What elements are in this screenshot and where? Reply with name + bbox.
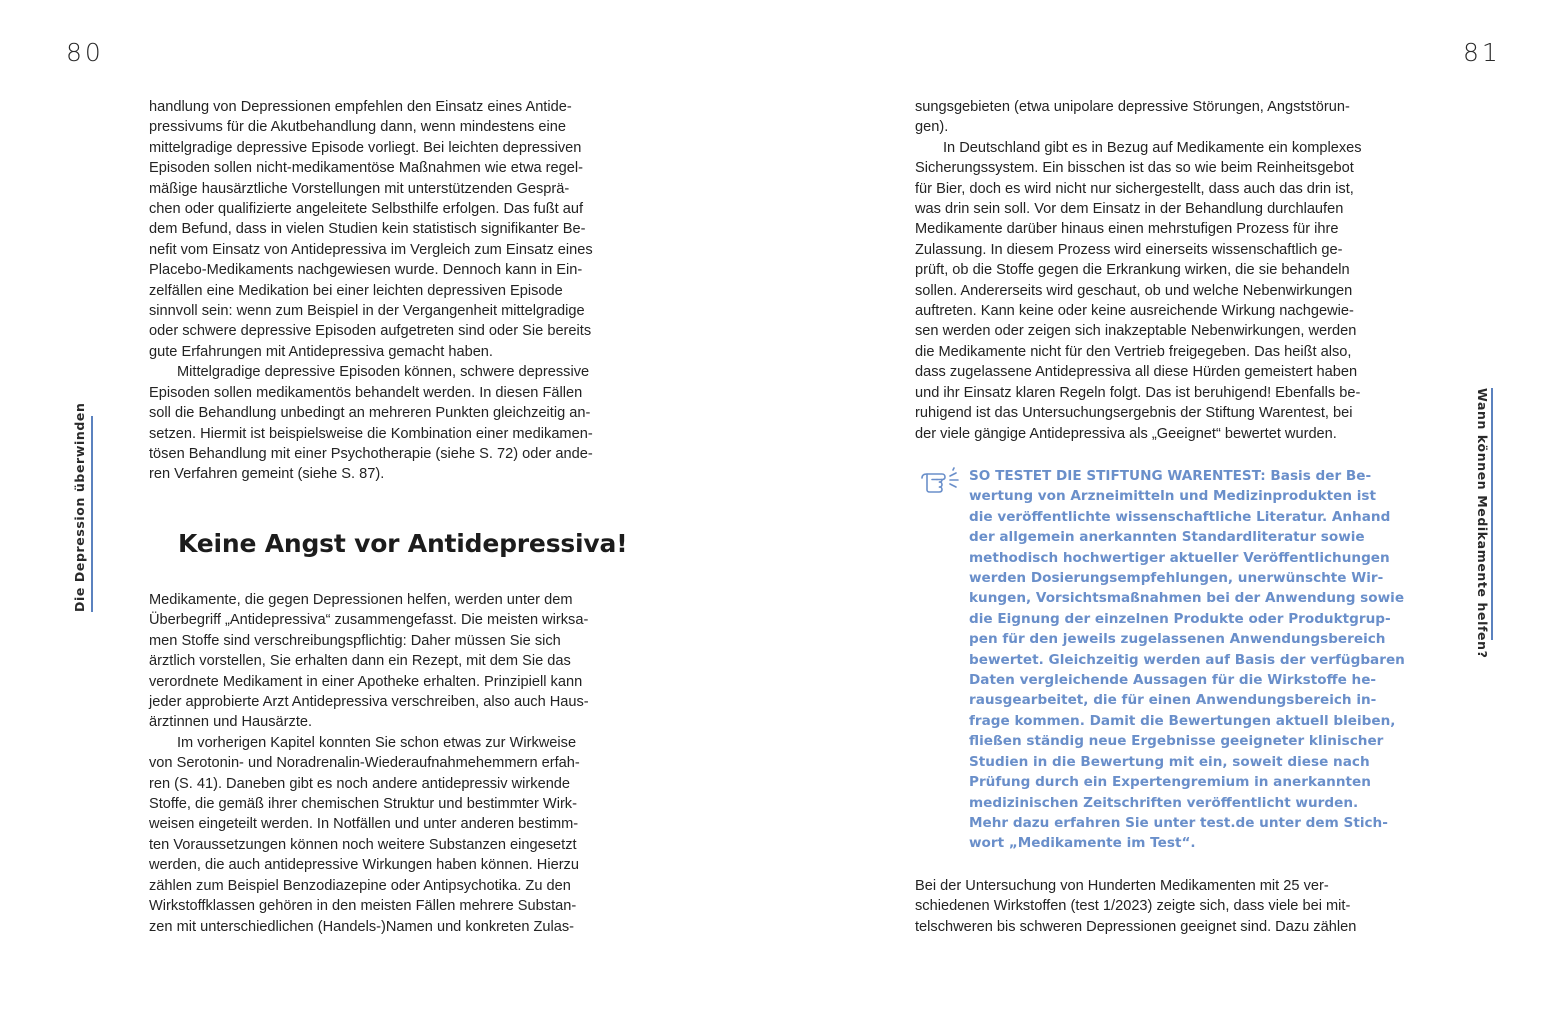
text-line: ren (S. 41). Daneben gibt es noch andere antidepressiv wirkende — [149, 775, 571, 792]
text-line: methodisch hochwertiger aktueller Veröffentlichungen — [969, 549, 1390, 566]
text-line: Mittelgradige depressive Episoden können, schwere depressive — [177, 364, 590, 381]
text-line: schiedenen Wirkstoffen (test 1/2023) zeigte sich, dass viele bei mit- — [915, 898, 1351, 915]
text-line: prüft, ob die Stoffe gegen die Erkrankung wirken, die sie behandeln — [915, 262, 1350, 279]
text-line: sungsgebieten (etwa unipolare depressive Störungen, Angststörun- — [915, 99, 1350, 115]
text-line: mäßige hausärztliche Vorstellungen mit unterstützenden Gesprä- — [149, 180, 570, 197]
text-line: rausgearbeitet, die für einen Anwendungsbereich in- — [969, 692, 1377, 709]
text-line: ten Voraussetzungen können noch weitere Substanzen eingesetzt — [149, 836, 577, 853]
text-line: zelfällen eine Medikation bei einer leichten depressiven Episode — [149, 282, 563, 299]
text-line: nefit vom Einsatz von Antidepressiva im Vergleich zum Einsatz eines — [149, 241, 593, 258]
text-line: und ihr Einsatz klaren Regeln folgt. Das ist beruhigend! Ebenfalls be- — [915, 384, 1361, 401]
pointing-hand-icon — [920, 466, 964, 496]
text-line: Daten vergleichende Aussagen für die Wirkstoffe he- — [969, 672, 1377, 689]
text-line: die Medikamente nicht für den Vertrieb freigegeben. Das heißt also, — [915, 343, 1352, 360]
text-line: Medikamente, die gegen Depressionen helfen, werden unter dem — [149, 592, 573, 608]
text-line: sinnvoll sein: wenn zum Beispiel in der Vergangenheit mittelgradige — [149, 303, 585, 320]
text-line: dem Befund, dass in vielen Studien kein statistisch signifikanter Be- — [149, 221, 586, 238]
text-line: für Bier, doch es wird nicht nur sichergestellt, dass auch das drin ist, — [915, 180, 1354, 197]
text-line: dass zugelassene Antidepressiva all diese Hürden gemeistert haben — [915, 364, 1358, 381]
page-number-left: 80 — [66, 38, 104, 67]
text-line: was drin sein soll. Vor dem Einsatz in der Behandlung durchlaufen — [915, 201, 1344, 218]
text-line: Sicherungssystem. Ein bisschen ist das so wie beim Reinheitsgebot — [915, 160, 1354, 177]
text-line: pen für den jeweils zugelassenen Anwendungsbereich — [969, 631, 1386, 648]
text-line: medizinischen Zeitschriften veröffentlicht wurden. — [969, 794, 1359, 811]
text-line: In Deutschland gibt es in Bezug auf Medikamente ein komplexes — [943, 139, 1362, 156]
text-line: kungen, Vorsichtsmaßnahmen bei der Anwendung sowie — [969, 590, 1405, 607]
text-line: Bei der Untersuchung von Hunderten Medikamenten mit 25 ver- — [915, 878, 1329, 894]
text-line: der viele gängige Antidepressiva als „Geeignet“ bewertet wurden. — [915, 425, 1337, 442]
text-line: men Stoffe sind verschreibungspflichtig: Daher müssen Sie sich — [149, 632, 561, 649]
text-line: zen mit unterschiedlichen (Handels-)Namen und konkreten Zulas- — [149, 918, 575, 935]
side-tab-right: Wann können Medikamente helfen? — [1472, 388, 1490, 640]
text-line: die Eignung der einzelnen Produkte oder Produktgrup- — [969, 610, 1391, 627]
text-line: soll die Behandlung unbedingt an mehreren Punkten gleichzeitig an- — [149, 405, 591, 422]
text-line: jeder approbierte Arzt Antidepressiva verschreiben, also auch Haus- — [149, 694, 589, 711]
text-line: oder schwere depressive Episoden aufgetreten sind oder Sie bereits — [149, 323, 592, 340]
section-heading: Keine Angst vor Antidepressiva! — [178, 529, 628, 558]
text-line: tösen Behandlung mit einer Psychotherapie (siehe S. 72) oder ande- — [149, 445, 593, 462]
text-line: gen). — [915, 119, 949, 136]
text-line: ruhigend ist das Untersuchungsergebnis der Stiftung Warentest, bei — [915, 405, 1353, 422]
text-line: der allgemein anerkannten Standardliteratur sowie — [969, 529, 1365, 546]
text-line: Wirkstoffklassen gehören in den meisten Fällen mehrere Substan- — [149, 898, 577, 915]
text-line: Im vorherigen Kapitel konnten Sie schon etwas zur Wirkweise — [177, 734, 577, 751]
text-line: Medikamente darüber hinaus einen mehrstufigen Prozess für ihre — [915, 221, 1339, 238]
text-line: von Serotonin- und Noradrenalin-Wiederaufnahmehemmern erfah- — [149, 755, 580, 772]
text-line: auftreten. Kann keine oder keine ausreichende Wirkung nachgewie- — [915, 303, 1354, 320]
text-line: Überbegriff „Antidepressiva“ zusammengefasst. Die meisten wirksa- — [149, 612, 589, 629]
text-line: Stoffe, die gemäß ihrer chemischen Struktur und bestimmter Wirk- — [149, 796, 577, 813]
text-line: ärztlich vorstellen, Sie erhalten dann ein Rezept, mit dem Sie das — [149, 653, 571, 670]
text-line: bewertet. Gleichzeitig werden auf Basis der verfügbaren — [969, 651, 1405, 668]
text-line: sen werden oder zeigen sich inakzeptable Nebenwirkungen, werden — [915, 323, 1357, 340]
side-tab-left: Die Depression überwinden — [72, 416, 90, 612]
text-line: frage kommen. Damit die Bewertungen aktuell bleiben, — [969, 712, 1396, 729]
text-line: Zulassung. In diesem Prozess wird einerseits wissenschaftlich ge- — [915, 241, 1343, 258]
stiftung-warentest-infobox — [969, 466, 1419, 854]
text-line: wertung von Arzneimitteln und Medizinprodukten ist — [969, 488, 1377, 505]
left-page-top-text — [149, 97, 649, 485]
right-page-top-text — [915, 97, 1415, 444]
text-line: wort „Medikamente im Test“. — [969, 835, 1196, 852]
text-line: gute Erfahrungen mit Antidepressiva gemacht haben. — [149, 343, 493, 360]
text-line: SO TESTET DIE STIFTUNG WARENTEST: Basis der Be- — [969, 468, 1372, 484]
text-line: Mehr dazu erfahren Sie unter test.de unter dem Stich- — [969, 814, 1388, 831]
text-line: weisen eingeteilt werden. In Notfällen und unter anderen bestimm- — [149, 816, 579, 833]
text-line: handlung von Depressionen empfehlen den Einsatz eines Antide- — [149, 99, 572, 115]
text-line: ärztinnen und Hausärzte. — [149, 714, 313, 731]
text-line: telschweren bis schweren Depressionen geeignet sind. Dazu zählen — [915, 918, 1357, 935]
text-line: Studien in die Bewertung mit ein, soweit diese nach — [969, 753, 1370, 770]
text-line: sollen. Andererseits wird geschaut, ob und welche Nebenwirkungen — [915, 282, 1353, 299]
right-page-bottom-text — [915, 876, 1415, 937]
text-line: fließen ständig neue Ergebnisse geeigneter klinischer — [969, 733, 1384, 750]
text-line: chen oder qualifizierte angeleitete Selbsthilfe erfolgen. Das fußt auf — [149, 201, 584, 218]
text-line: setzen. Hiermit ist beispielsweise die Kombination einer medikamen- — [149, 425, 593, 442]
text-line: zählen zum Beispiel Benzodiazepine oder Antipsychotika. Zu den — [149, 877, 571, 894]
text-line: die veröffentlichte wissenschaftliche Literatur. Anhand — [969, 508, 1391, 525]
text-line: mittelgradige depressive Episode vorliegt. Bei leichten depressiven — [149, 139, 582, 156]
text-line: ren Verfahren gemeint (siehe S. 87). — [149, 466, 385, 483]
text-line: pressivums für die Akutbehandlung dann, wenn mindestens eine — [149, 119, 566, 136]
text-line: Episoden sollen nicht-medikamentöse Maßnahmen wie etwa regel- — [149, 160, 583, 177]
text-line: werden Dosierungsempfehlungen, unerwünschte Wir- — [969, 570, 1384, 587]
text-line: werden, die auch antidepressive Wirkungen haben können. Hierzu — [149, 857, 579, 874]
text-line: Episoden sollen medikamentös behandelt werden. In diesen Fällen — [149, 384, 583, 401]
text-line: Prüfung durch ein Expertengremium in anerkannten — [969, 774, 1371, 791]
text-line: verordnete Medikament in einer Apotheke erhalten. Prinzipiell kann — [149, 673, 583, 690]
left-page-bottom-text — [149, 590, 649, 937]
page-number-right: 81 — [1463, 38, 1501, 67]
text-line: Placebo-Medikaments nachgewiesen wurde. Dennoch kann in Ein- — [149, 262, 583, 279]
